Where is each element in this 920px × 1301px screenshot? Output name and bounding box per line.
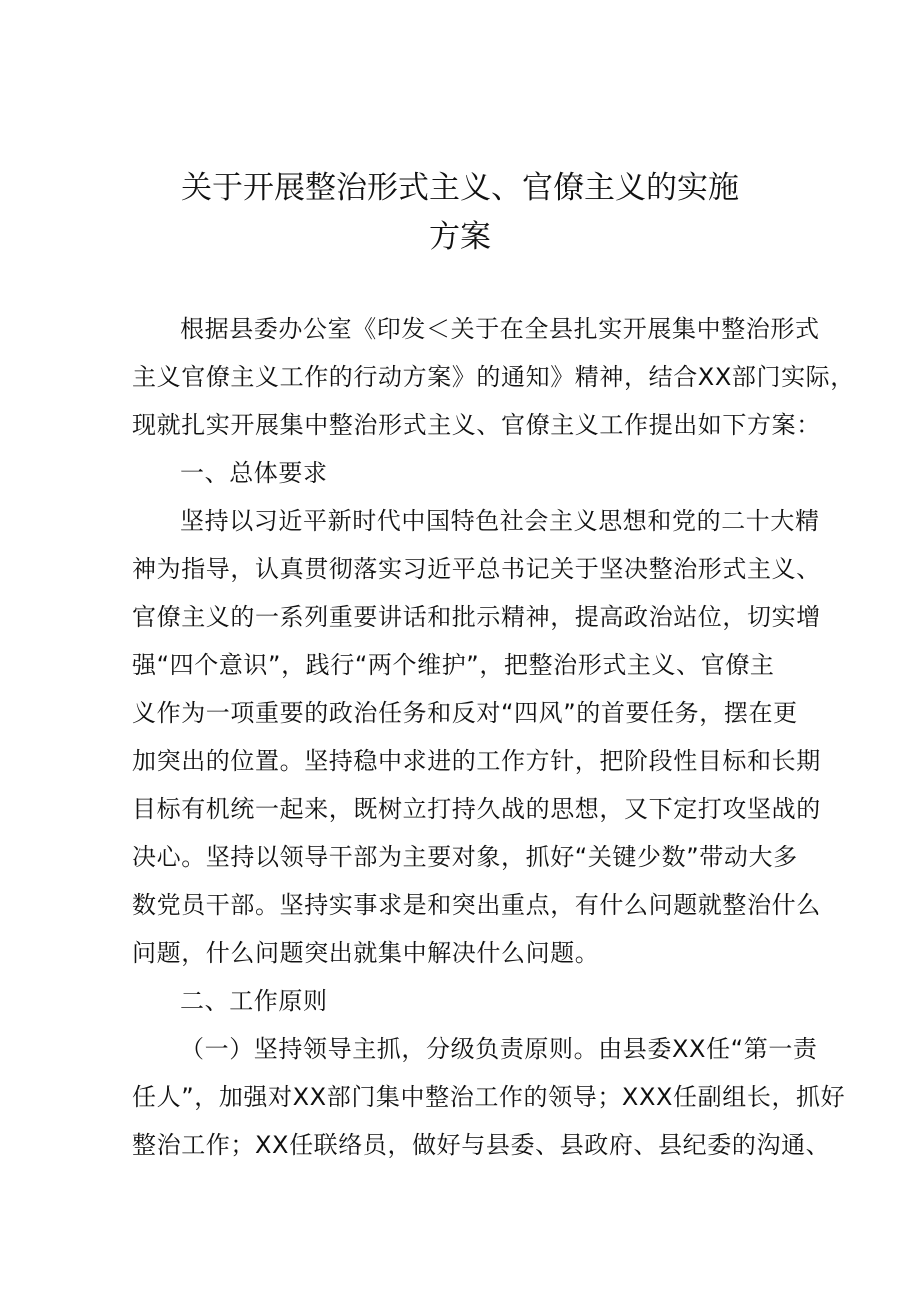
intro-line-2: 主义官僚主义工作的行动方案》的通知》精神，结合XX部门实际，	[132, 363, 855, 391]
document-title-line-2: 方案	[429, 219, 491, 255]
principle-line-1: （一）坚持领导主抓，分级负责原则。由县委XX任“第一责	[180, 1035, 818, 1063]
document-title-line-1: 关于开展整治形式主义、官僚主义的实施	[181, 170, 739, 206]
paragraph-line: 问题，什么问题突出就集中解决什么问题。	[132, 939, 600, 967]
paragraph-line: 坚持以习近平新时代中国特色社会主义思想和党的二十大精	[180, 507, 820, 535]
paragraph-line: 官僚主义的一系列重要讲话和批示精神，提高政治站位，切实增	[132, 603, 821, 631]
paragraph-line: 数党员干部。坚持实事求是和突出重点，有什么问题就整治什么	[132, 891, 821, 919]
paragraph-line: 强“四个意识”，践行“两个维护”，把整治形式主义、官僚主	[132, 651, 775, 679]
principle-line-3: 整治工作；XX任联络员，做好与县委、县政府、县纪委的沟通、	[132, 1131, 831, 1159]
paragraph-line: 义作为一项重要的政治任务和反对“四风”的首要任务，摆在更	[132, 699, 798, 727]
intro-line-1: 根据县委办公室《印发＜关于在全县扎实开展集中整治形式	[180, 315, 820, 343]
paragraph-line: 决心。坚持以领导干部为主要对象，抓好“关键少数”带动大多	[132, 843, 798, 871]
principle-line-2: 任人”，加强对XX部门集中整治工作的领导；XXX任副组长，抓好	[132, 1083, 846, 1111]
paragraph-line: 目标有机统一起来，既树立打持久战的思想，又下定打攻坚战的	[132, 795, 821, 823]
section-heading-work-principles: 二、工作原则	[180, 987, 328, 1015]
paragraph-line: 加突出的位置。坚持稳中求进的工作方针，把阶段性目标和长期	[132, 747, 821, 775]
paragraph-line: 神为指导，认真贯彻落实习近平总书记关于坚决整治形式主义、	[132, 555, 821, 583]
section-heading-overall-requirements: 一、总体要求	[180, 459, 328, 487]
intro-line-3: 现就扎实开展集中整治形式主义、官僚主义工作提出如下方案：	[132, 411, 821, 439]
